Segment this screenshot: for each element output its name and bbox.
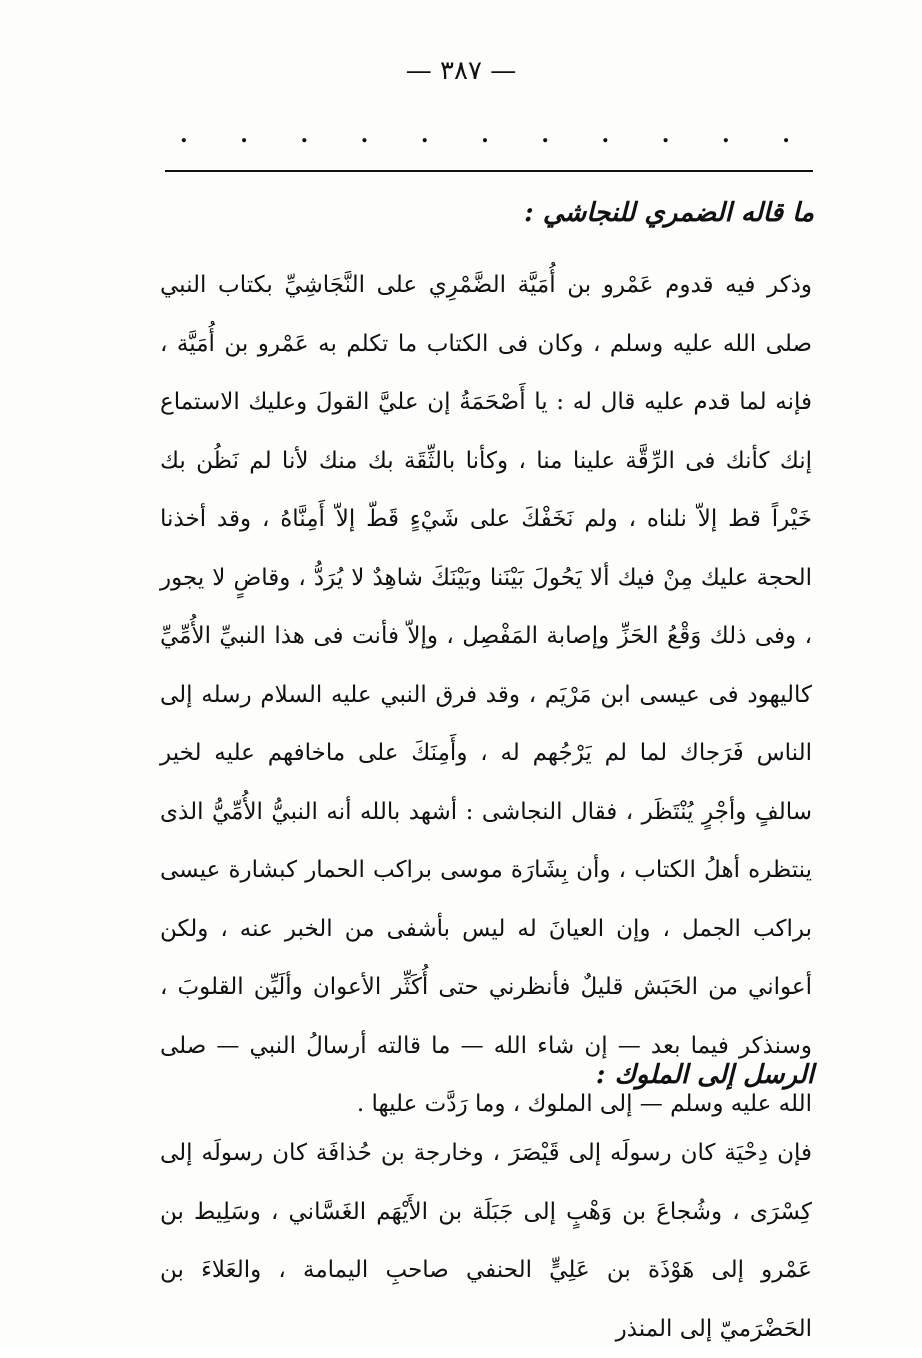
body-paragraph-messengers: فإن دِحْيَة كان رسولَه إلى قَيْصَرَ ، وخارجة بن حُذافَة كان رسولَه إلى كِسْرَى ، وشُجاعَ بن وَهْبٍ إلى جَبَلَة بن الأَيْهَم الغَسَّاني ، وسَلِيط بن عَمْرو إلى هَوْذَة بن عَلِيٍّ الحنفي صاحبِ اليمامة ، والعَلاءَ بن الحَضْرَميّ إلى المنذر [160, 1140, 812, 1342]
horizontal-rule [165, 170, 813, 172]
dot: . [721, 122, 730, 148]
section-heading-messengers: الرسل إلى الملوك : [595, 1060, 814, 1090]
dot: . [300, 122, 309, 148]
dot: . [601, 122, 610, 148]
dot: . [240, 122, 248, 148]
dot: . [420, 122, 429, 148]
dot: . [180, 122, 188, 148]
page-number: — ٣٨٧ — [405, 56, 517, 86]
dot: . [360, 122, 369, 148]
dot: . [661, 122, 670, 148]
section-heading-damri: ما قاله الضمري للنجاشي : [524, 198, 814, 228]
separator-dots [180, 122, 790, 148]
dot: . [541, 122, 549, 148]
dot: . [481, 122, 489, 148]
dot: . [782, 122, 790, 148]
body-paragraph-damri: وذكر فيه قدوم عَمْرو بن أُمَيَّة الضَّمْرِي على النَّجَاشِيِّ بكتاب النبي صلى الله عليه وسلم ، وكان فى الكتاب ما تكلم به عَمْرو بن أُمَيَّة ، فإنه لما قدم عليه قال له : يا أَصْحَمَةُ إن عليَّ القولَ وعليك الاستماع إنك كأنك فى الرِّقَّة علينا منا ، وكأنا بالثِّقَة بك منك لأنا لم نَظُن بك خَيْراً قط إلاّ نلناه ، ولم نَخَفْكَ على شَيْءٍ قَطّ إلاّ أَمِنَّاهُ ، وقد أخذنا الحجة عليك مِنْ فيك ألا يَحُولَ بَيْنَنا وبَيْنَكَ شاهِدٌ لا يُرَدُّ ، وقاضٍ لا يجور ، وفى ذلك وَقْعُ الحَزِّ وإصابة المَفْصِل ، وإلاّ فأنت فى هذا النبيِّ الأُمِّيِّ كاليهود فى عيسى ابن مَرْيَم ، وقد فرق النبي عليه السلام رسله إلى الناس فَرَجاك لما لم يَرْجُهم له ، وأَمِنَكَ على ماخافهم عليه لخير سالفٍ وأجْرٍ يُنْتَظَر ، فقال النجاشى : أشهد بالله أنه النبيُّ الأُمِّيُّ الذى ينتظره أهلُ الكتاب ، وأن بِشَارَة موسى براكب الحمار كبشارة عيسى براكب الجمل ، وإن العيانَ له ليس بأشفى من الخبر عنه ، ولكن أعواني من الحَبَش قليلٌ فأنظرني حتى أُكَثِّر الأعوان وألَيِّن القلوبَ ، وسنذكر فيما بعد — إن شاء الله — ما قالته أرسالُ النبي — صلى الله عليه وسلم — إلى الملوك ، وما رَدَّت عليها . [160, 272, 812, 1117]
